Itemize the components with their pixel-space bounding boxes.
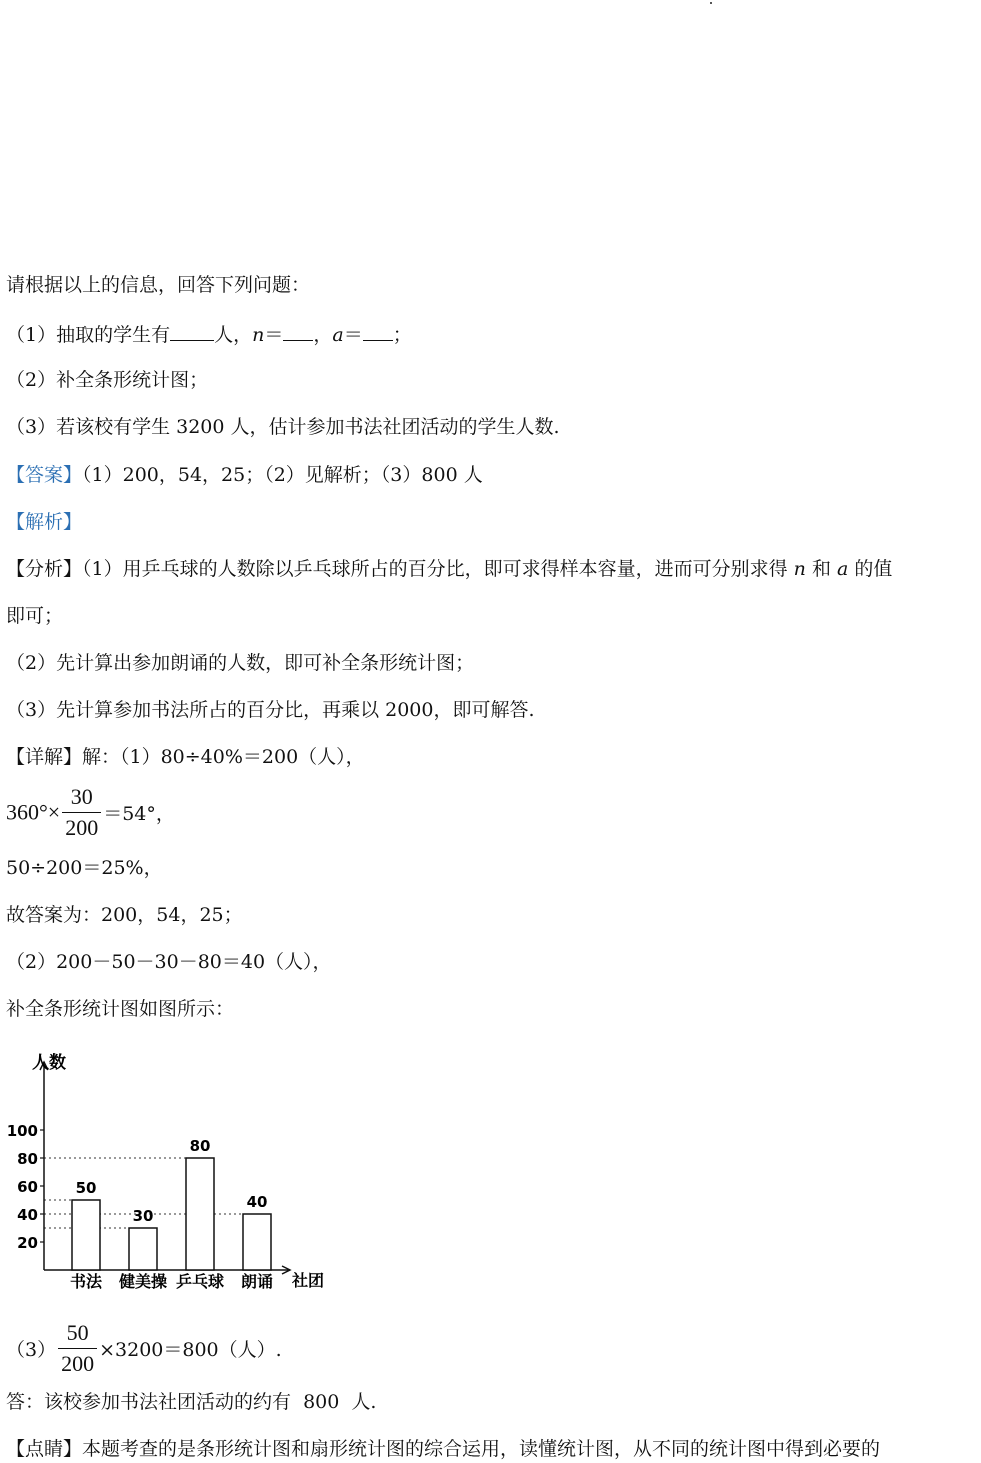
y-tick-label: 80 [17,1150,38,1168]
bar-value-label: 50 [75,1179,97,1197]
calc-percent: 50÷200＝25%， [6,857,163,879]
analysis-tag: 【解析】 [6,511,83,533]
category-label: 乒乓球 [175,1272,225,1291]
category-label: 书法 [69,1272,103,1291]
fraction-30-200: $\frac{30}{200}$ [62,782,101,843]
final-answer: 答：该校参加书法社团活动的约有 800 人. [6,1391,377,1413]
dianjing-line: 【点睛】本题考查的是条形统计图和扇形统计图的综合运用，读懂统计图，从不同的统计图中得到必要的 [6,1438,881,1460]
part2-calc: （2）200－50－30－80＝40（人）， [6,951,332,973]
y-tick-label: 60 [17,1178,38,1196]
bar [72,1200,100,1270]
bar-value-label: 30 [132,1207,154,1225]
category-label: 健美操 [118,1272,168,1291]
question-2: （2）补全条形统计图； [6,369,209,391]
fenxi-part-2: （2）先计算出参加朗诵的人数，即可补全条形统计图； [6,652,475,674]
y-tick-label: 20 [17,1234,38,1252]
fenxi-part-3: （3）先计算参加书法所占的百分比，再乘以 2000，即可解答. [6,699,535,721]
blank-n [283,322,313,341]
part2-caption: 补全条形统计图如图所示： [6,998,235,1020]
answer-summary: 故答案为：200，54，25； [6,904,243,926]
bar-chart [0,1040,340,1310]
fenxi-line-2: 即可； [6,605,64,627]
intro-text: 请根据以上的信息，回答下列问题： [6,274,311,296]
bar-value-label: 40 [246,1193,268,1211]
blank-student-count [170,322,214,341]
formula-final: （3） $\frac{50}{200}$ ×3200＝800（人）. [6,1318,282,1379]
y-tick-label: 100 [6,1122,38,1140]
category-label: 朗诵 [240,1272,274,1291]
answer-tag: 【答案】 [6,464,83,486]
answer-line: 【答案】（1）200，54，25；（2）见解析；（3）800 人 [6,464,483,486]
bar [243,1214,271,1270]
fraction-50-200: $\frac{50}{200}$ [58,1318,97,1379]
x-axis-label: 社团 [292,1271,325,1290]
question-1: （1）抽取的学生有 人，n＝ ，a＝ ； [6,324,412,346]
detail-line: 【详解】解：（1）80÷40%＝200（人）， [6,746,365,768]
y-axis-label: 人数 [32,1053,66,1073]
question-3: （3）若该校有学生 3200 人，估计参加书法社团活动的学生人数. [6,416,560,438]
bar-value-label: 80 [189,1137,211,1155]
blank-a [363,322,393,341]
formula-angle: 360°× $\frac{30}{200}$ ＝54°， [6,782,175,843]
bar [129,1228,157,1270]
stray-dot [710,2,712,4]
bar [186,1158,214,1270]
fenxi-line: 【分析】（1）用乒乓球的人数除以乒乓球所占的百分比，即可求得样本容量，进而可分别求得 n 和 a 的值 [6,558,893,580]
y-tick-label: 40 [17,1206,38,1224]
